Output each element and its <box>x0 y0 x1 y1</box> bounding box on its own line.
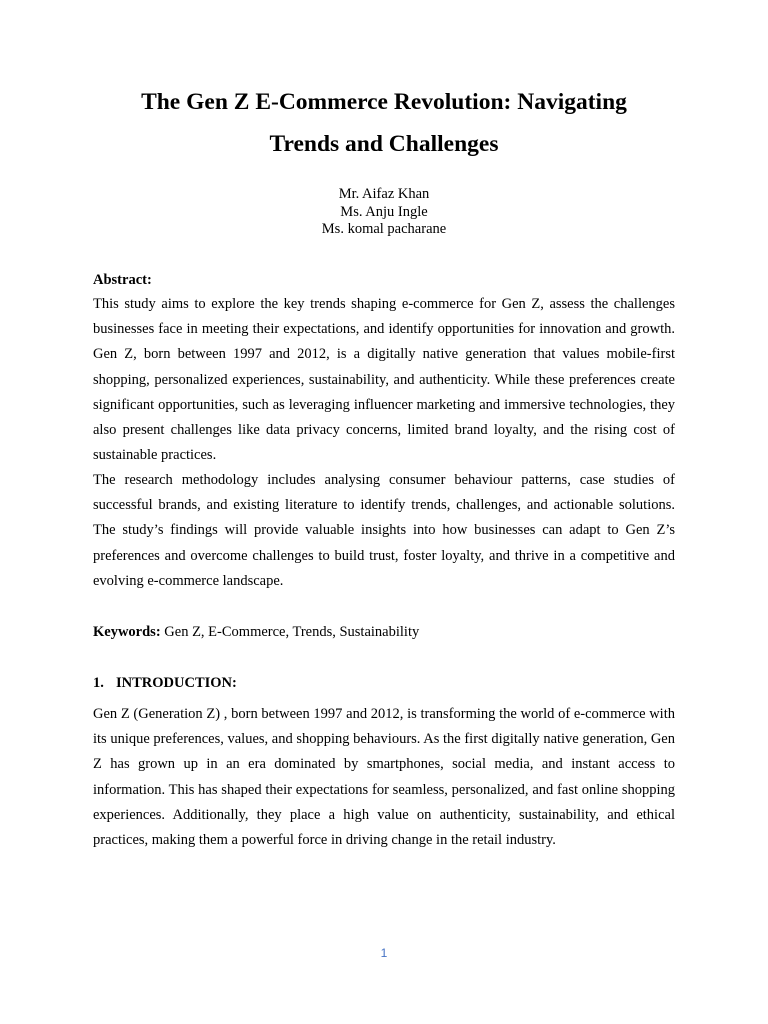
paper-title-line-2: Trends and Challenges <box>269 131 499 157</box>
keywords-text: Gen Z, E-Commerce, Trends, Sustainability <box>160 624 420 640</box>
section-number: 1. <box>93 675 104 691</box>
author-list <box>0 186 768 239</box>
author-name: Mr. Aifaz Khan <box>338 186 430 202</box>
keywords-label: Keywords: <box>93 624 161 640</box>
section-title: INTRODUCTION: <box>116 675 237 691</box>
abstract-paragraph-1: This study aims to explore the key trends shaping e-commerce for Gen Z, assess the challenges businesses face in meeting their expectations, and identify opportunities for innovation and growth. Gen Z, born between 1997 and 2012, is a digitally native generation that values mobile-first shopping, personalized experiences, sustainability, and authenticity. While these preferences create significant opportunities, such as leveraging influencer marketing and immersive technologies, they also present challenges like data privacy concerns, limited brand loyalty, and the rising cost of sustainable practices. <box>93 296 675 464</box>
author-name: Ms. komal pacharane <box>321 221 447 237</box>
introduction-paragraph: Gen Z (Generation Z) , born between 1997 and 2012, is transforming the world of e-commerce with its unique preferences, values, and shopping behaviours. As the first digitally native generation, Gen Z has grown up in an era dominated by smartphones, social media, and instant access to information. This has shaped their expectations for seamless, personalized, and fast online shopping experiences. Additionally, they place a high value on authenticity, sustainability, and ethical practices, making them a powerful force in driving change in the retail industry. <box>93 706 675 849</box>
page-number: 1 <box>380 946 388 960</box>
section-heading-introduction <box>93 673 237 693</box>
abstract-heading: Abstract: <box>93 272 152 288</box>
paper-title-line-1: The Gen Z E-Commerce Revolution: Navigating <box>141 89 627 115</box>
paper-title <box>60 81 708 165</box>
abstract-paragraph-2: The research methodology includes analysing consumer behaviour patterns, case studies of successful brands, and existing literature to identify trends, challenges, and actionable solutions. The study’s findings will provide valuable insights into how businesses can adapt to Gen Z’s preferences and overcome challenges to build trust, foster loyalty, and thrive in a competitive and evolving e-commerce landscape. <box>93 472 675 589</box>
keywords-line <box>93 622 419 642</box>
author-name: Ms. Anju Ingle <box>340 203 428 220</box>
